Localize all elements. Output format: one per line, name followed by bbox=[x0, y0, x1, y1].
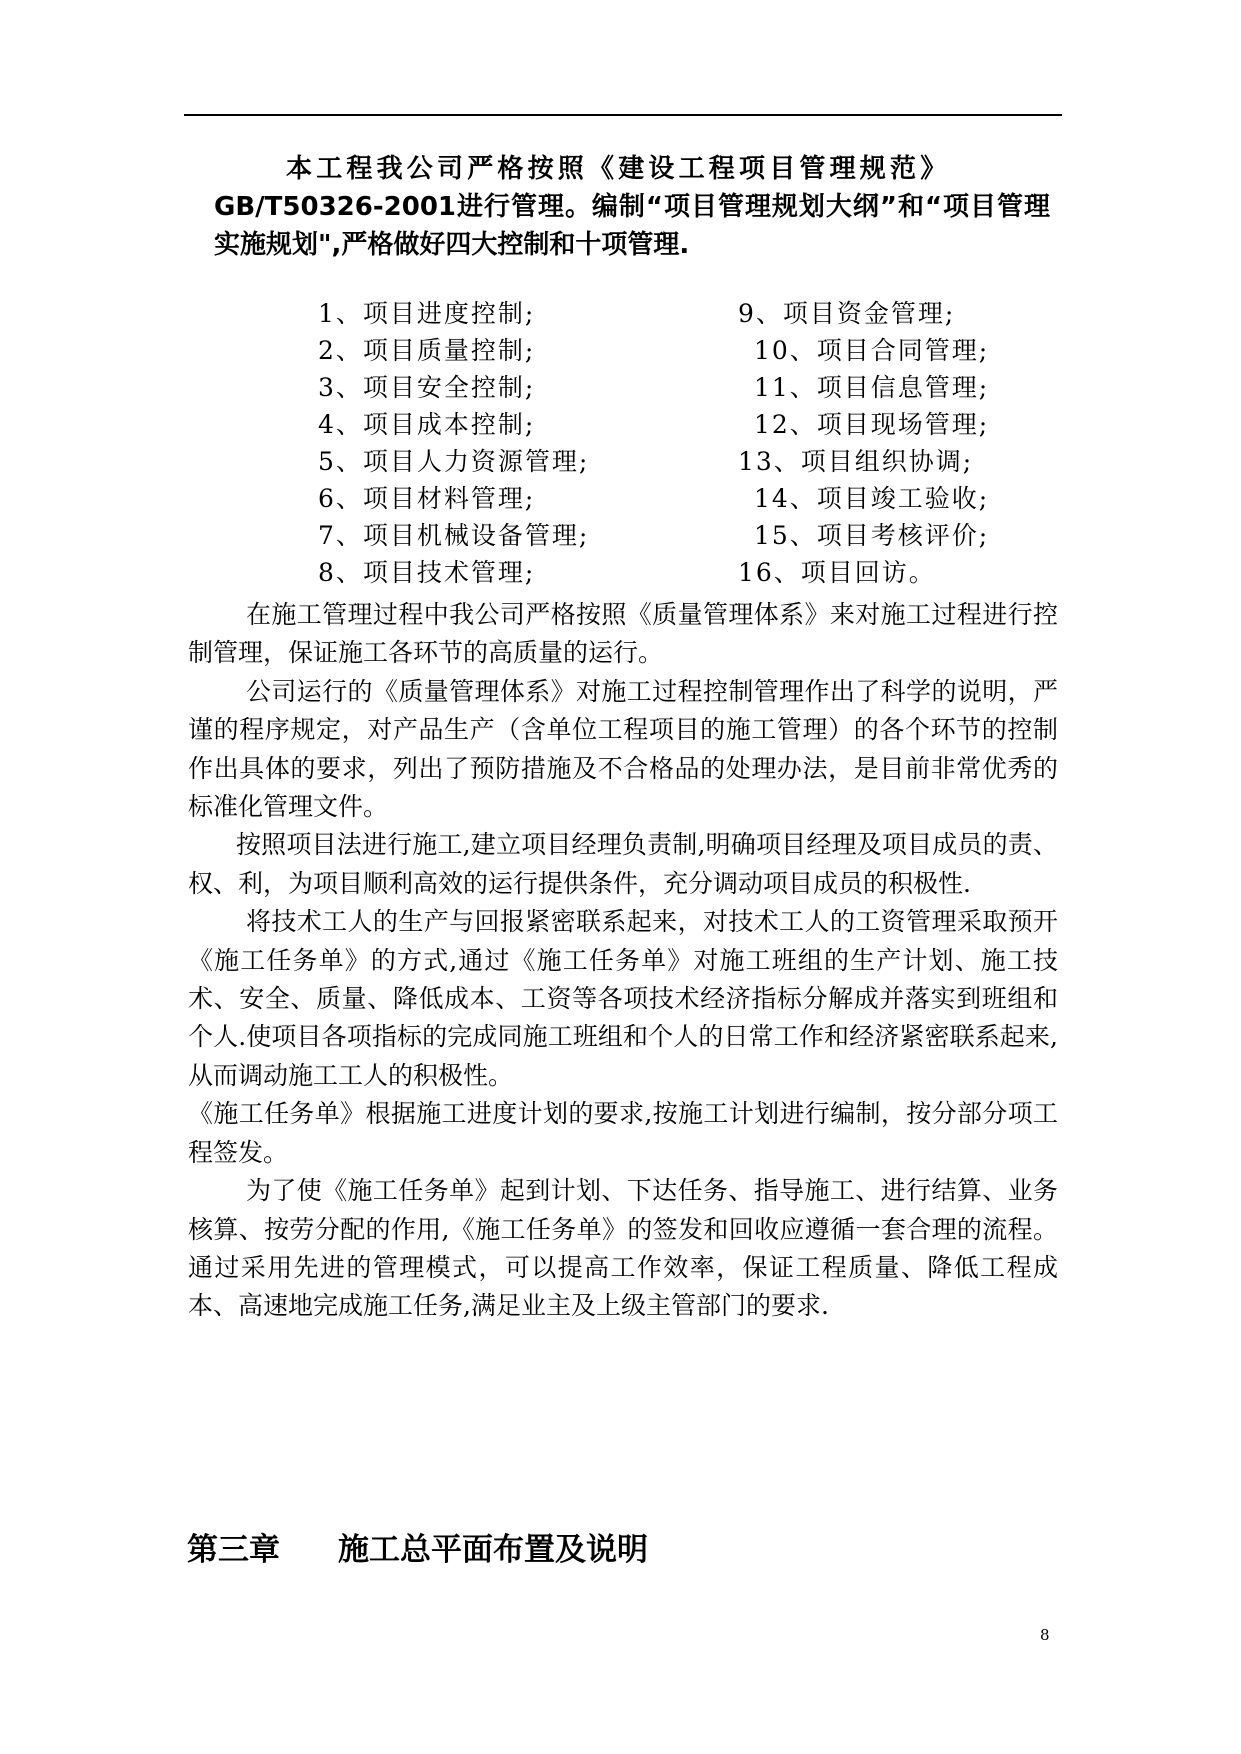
list-item: 12、项目现场管理; bbox=[754, 410, 990, 439]
intro-first-line: 本工程我公司严格按照《建设工程项目管理规范》 bbox=[286, 154, 951, 184]
body-paragraph: 公司运行的《质量管理体系》对施工过程控制管理作出了科学的说明，严谨的程序规定，对产品生产（含单位工程项目的施工管理）的各个环节的控制作出具体的要求，列出了预防措施及不合格品的处理办法，是目前非常优秀的标准化管理文件。 bbox=[188, 676, 1058, 822]
management-list bbox=[0, 295, 1241, 595]
list-item: 13、项目组织协调; bbox=[738, 447, 974, 476]
list-item: 4、项目成本控制; bbox=[318, 410, 536, 439]
list-item: 1、项目进度控制; bbox=[318, 299, 536, 328]
intro-paragraph bbox=[214, 150, 1050, 264]
list-item: 16、项目回访。 bbox=[738, 558, 936, 587]
header-rule bbox=[184, 114, 1062, 116]
intro-rest: GB/T50326-2001进行管理。编制“项目管理规划大纲”和“项目管理实施规划",严格做好四大控制和十项管理. bbox=[214, 192, 1050, 260]
chapter-title: 施工总平面布置及说明 bbox=[338, 1532, 648, 1568]
list-item: 15、项目考核评价; bbox=[754, 521, 990, 550]
list-item: 3、项目安全控制; bbox=[318, 373, 536, 402]
body-paragraph: 为了使《施工任务单》起到计划、下达任务、指导施工、进行结算、业务核算、按劳分配的作用,《施工任务单》的签发和回收应遵循一套合理的流程。通过采用先进的管理模式，可以提高工作效率，保证工程质量、降低工程成本、高速地完成施工任务,满足业主及上级主管部门的要求. bbox=[188, 1176, 1058, 1321]
list-item: 9、项目资金管理; bbox=[738, 299, 956, 328]
list-item: 14、项目竣工验收; bbox=[754, 484, 990, 513]
list-item: 5、项目人力资源管理; bbox=[318, 447, 590, 476]
body-paragraph: 按照项目法进行施工,建立项目经理负责制,明确项目经理及项目成员的责、权、利，为项目顺利高效的运行提供条件，充分调动项目成员的积极性. bbox=[188, 830, 1058, 898]
list-item: 6、项目材料管理; bbox=[318, 484, 536, 513]
body-paragraph: 《施工任务单》根据施工进度计划的要求,按施工计划进行编制，按分部分项工程签发。 bbox=[188, 1099, 1058, 1167]
list-item: 10、项目合同管理; bbox=[754, 336, 990, 365]
chapter-heading bbox=[187, 1530, 648, 1570]
chapter-number: 第三章 bbox=[187, 1532, 280, 1568]
body-text bbox=[188, 596, 1058, 1326]
list-item: 11、项目信息管理; bbox=[754, 373, 990, 402]
body-paragraph: 将技术工人的生产与回报紧密联系起来，对技术工人的工资管理采取预开《施工任务单》的方式,通过《施工任务单》对施工班组的生产计划、施工技术、安全、质量、降低成本、工资等各项技术经济指标分解成并落实到班组和个人.使项目各项指标的完成同施工班组和个人的日常工作和经济紧密联系起来,从而调动施工工人的积极性。 bbox=[188, 907, 1058, 1090]
list-item: 2、项目质量控制; bbox=[318, 336, 536, 365]
list-item: 7、项目机械设备管理; bbox=[318, 521, 590, 550]
page-number: 8 bbox=[1040, 1626, 1050, 1644]
body-paragraph: 在施工管理过程中我公司严格按照《质量管理体系》来对施工过程进行控制管理，保证施工各环节的高质量的运行。 bbox=[188, 600, 1058, 668]
list-item: 8、项目技术管理; bbox=[318, 558, 536, 587]
